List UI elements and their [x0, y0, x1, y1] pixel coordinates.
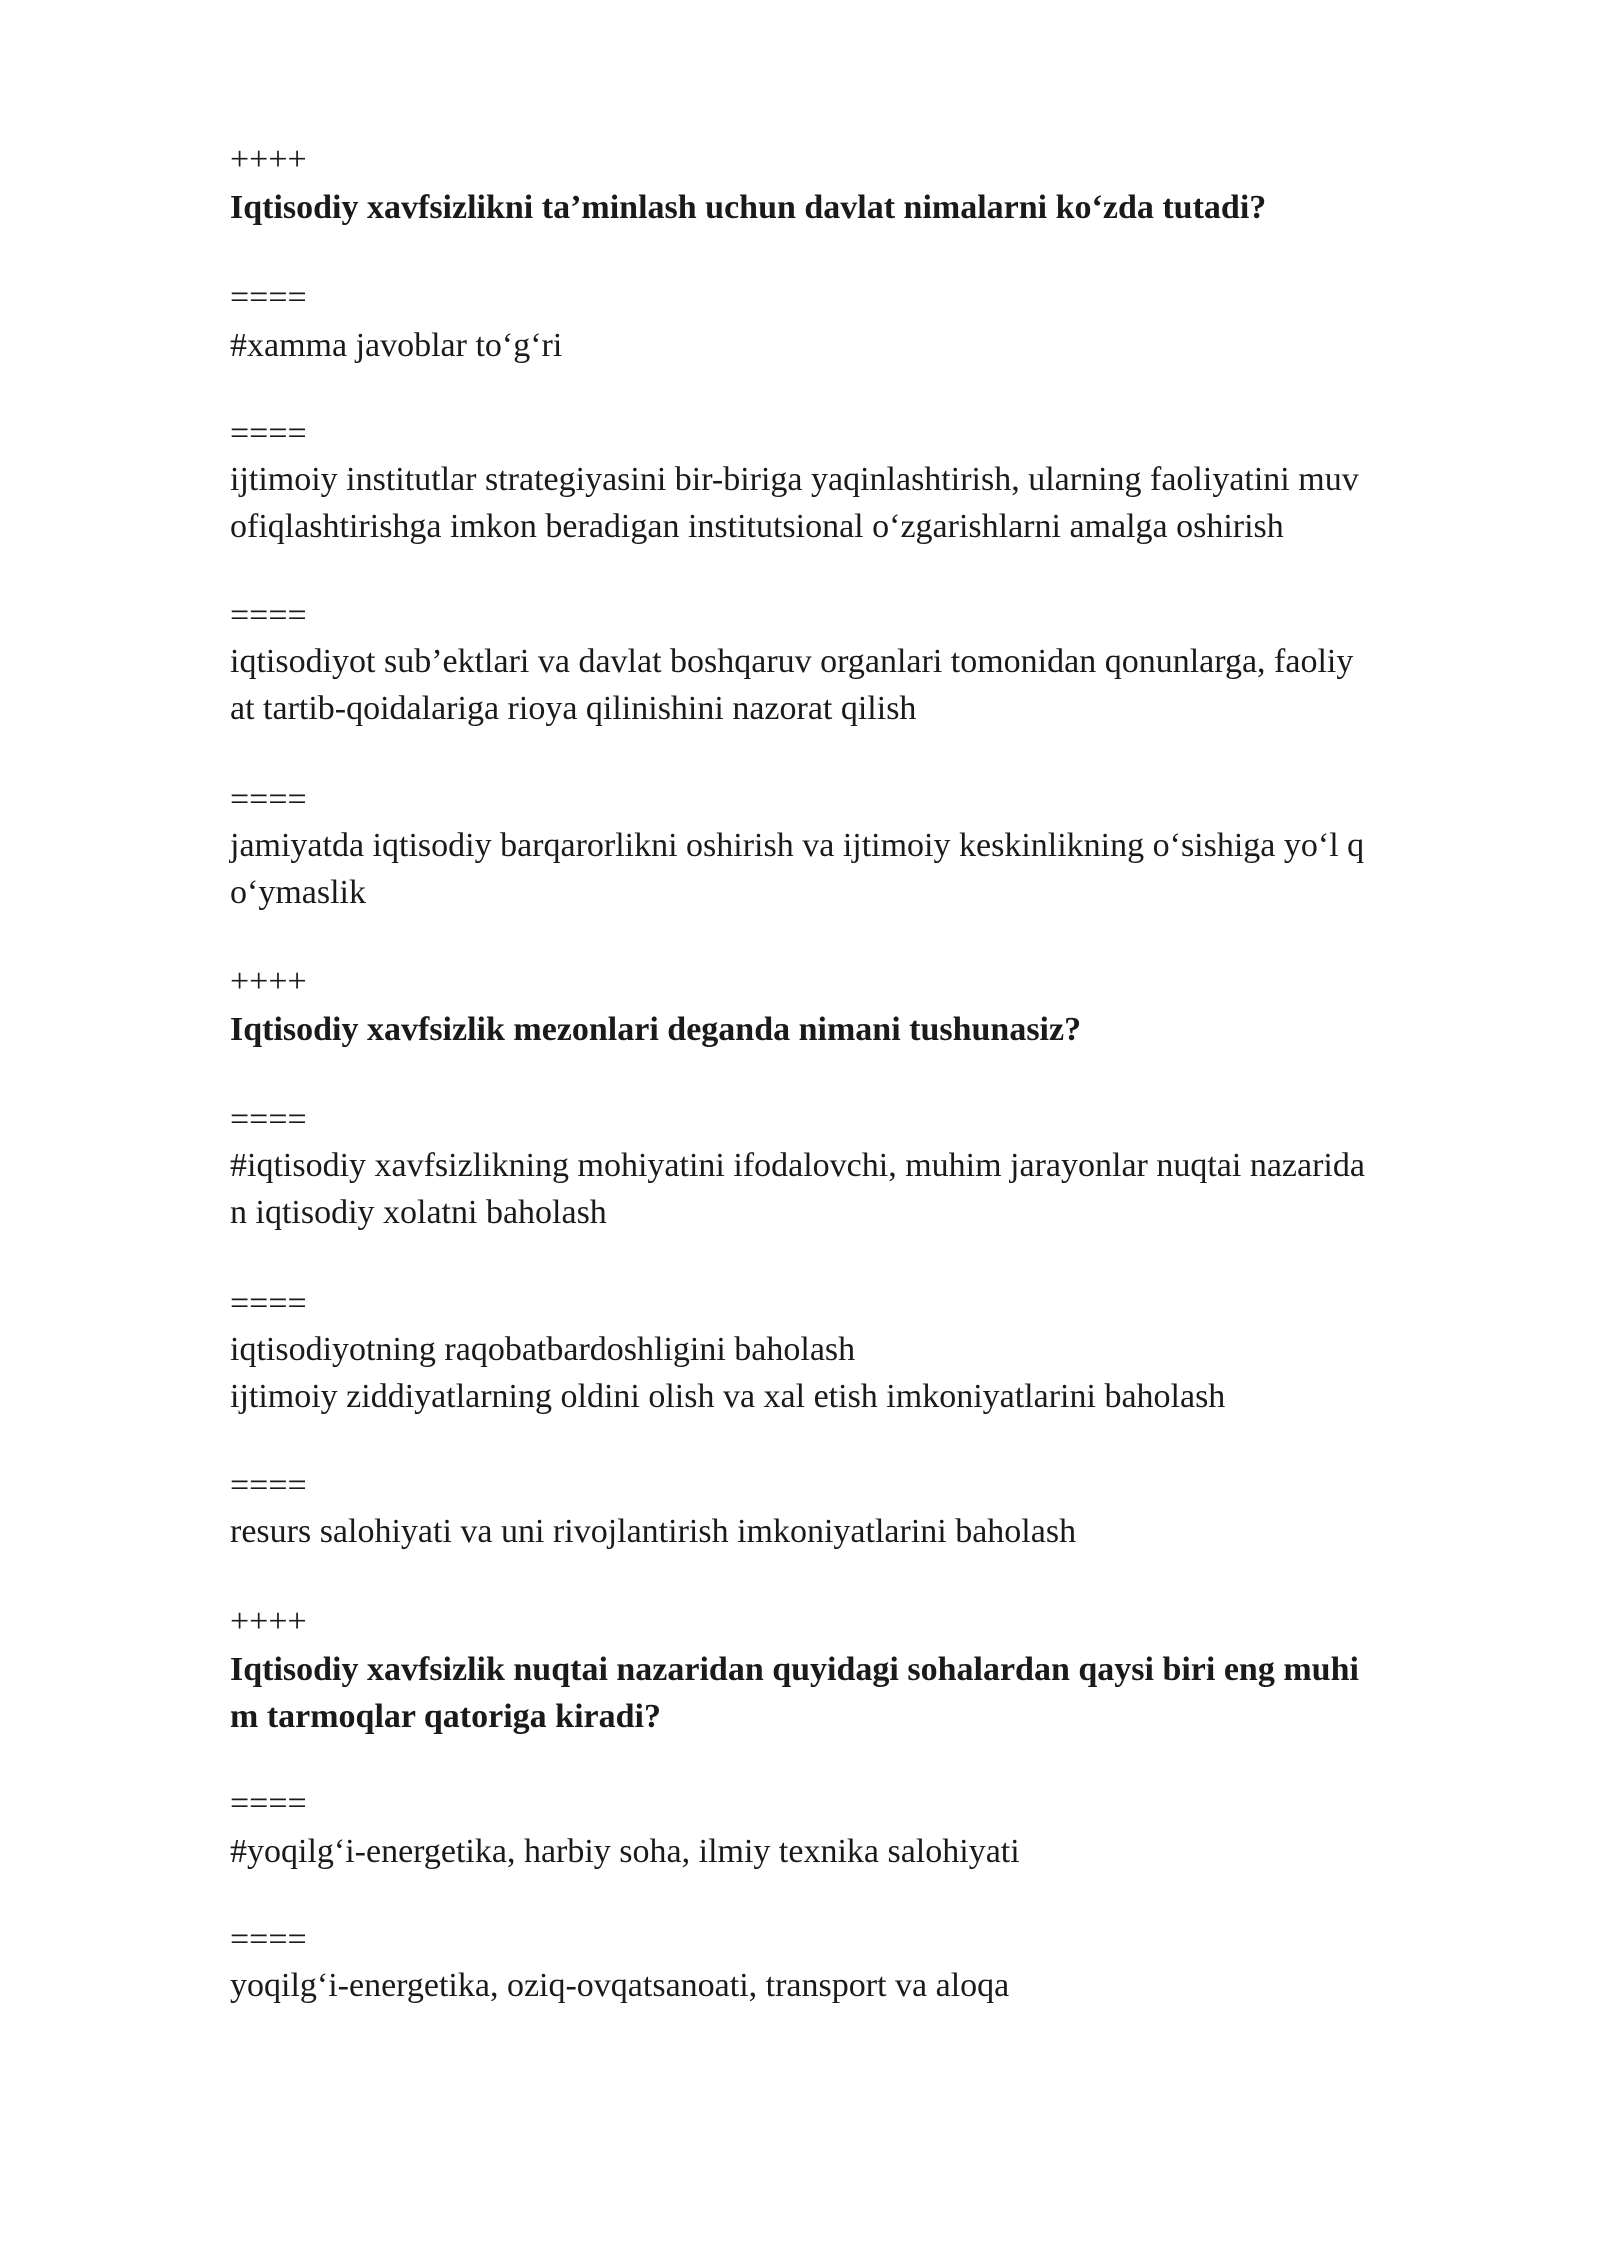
- text-line: Iqtisodiy xavfsizlikni ta’minlash uchun davlat nimalarni ko‘zda tutadi?: [230, 189, 1267, 226]
- answer-separator: [230, 1462, 1520, 1509]
- text-line: ofiqlashtirishga imkon beradigan institutsional o‘zgarishlarni amalga oshirish: [230, 508, 1284, 545]
- text-line: ====: [230, 1101, 307, 1138]
- answer-separator: [230, 410, 1520, 457]
- answer-separator: [230, 1780, 1520, 1827]
- answer-option: [230, 822, 1520, 916]
- text-line: ++++: [230, 963, 307, 1000]
- text-line: n iqtisodiy xolatni baholash: [230, 1194, 607, 1231]
- question-text: [230, 1006, 1520, 1053]
- text-line: ====: [230, 1285, 307, 1322]
- answer-option: [230, 638, 1520, 732]
- answer-separator: [230, 1096, 1520, 1143]
- text-line: ijtimoiy ziddiyatlarning oldini olish va xal etish imkoniyatlarini baholash: [230, 1378, 1226, 1415]
- answer-option: [230, 456, 1520, 550]
- text-line: iqtisodiyot sub’ektlari va davlat boshqaruv organlari tomonidan qonunlarga, faoliy: [230, 643, 1354, 680]
- text-line: ====: [230, 1921, 307, 1958]
- text-line: ====: [230, 597, 307, 634]
- text-line: o‘ymaslik: [230, 874, 366, 911]
- text-line: #yoqilg‘i-energetika, harbiy soha, ilmiy texnika salohiyati: [230, 1833, 1020, 1870]
- text-line: #xamma javoblar to‘g‘ri: [230, 327, 563, 364]
- text-line: ====: [230, 415, 307, 452]
- text-line: jamiyatda iqtisodiy barqarorlikni oshirish va ijtimoiy keskinlikning o‘sishiga yo‘l q: [230, 827, 1365, 864]
- text-line: yoqilg‘i-energetika, oziq-ovqatsanoati, transport va aloqa: [230, 1967, 1010, 2004]
- question-text: [230, 1646, 1520, 1740]
- text-line: ====: [230, 781, 307, 818]
- answer-option: [230, 322, 1520, 369]
- text-line: ====: [230, 279, 307, 316]
- text-line: resurs salohiyati va uni rivojlantirish imkoniyatlarini baholash: [230, 1513, 1077, 1550]
- answer-separator: [230, 592, 1520, 639]
- answer-option: [230, 1962, 1520, 2009]
- answer-separator: [230, 1916, 1520, 1963]
- text-line: ====: [230, 1785, 307, 1822]
- answer-option: [230, 1326, 1520, 1420]
- question-separator: [230, 958, 1520, 1005]
- answer-option: [230, 1508, 1520, 1555]
- question-text: [230, 184, 1520, 231]
- question-separator: [230, 1598, 1520, 1645]
- answer-option: [230, 1142, 1520, 1236]
- answer-separator: [230, 274, 1520, 321]
- text-line: ++++: [230, 1603, 307, 1640]
- question-separator: [230, 136, 1520, 183]
- text-line: #iqtisodiy xavfsizlikning mohiyatini ifodalovchi, muhim jarayonlar nuqtai nazarida: [230, 1147, 1365, 1184]
- text-line: Iqtisodiy xavfsizlik mezonlari deganda nimani tushunasiz?: [230, 1011, 1082, 1048]
- text-line: at tartib-qoidalariga rioya qilinishini nazorat qilish: [230, 690, 917, 727]
- text-line: ++++: [230, 141, 307, 178]
- text-line: ijtimoiy institutlar strategiyasini bir-biriga yaqinlashtirish, ularning faoliyatini muv: [230, 461, 1359, 498]
- text-line: Iqtisodiy xavfsizlik nuqtai nazaridan quyidagi sohalardan qaysi biri eng muhi: [230, 1651, 1359, 1688]
- text-line: iqtisodiyotning raqobatbardoshligini baholash: [230, 1331, 856, 1368]
- answer-separator: [230, 776, 1520, 823]
- answer-separator: [230, 1280, 1520, 1327]
- text-line: m tarmoqlar qatoriga kiradi?: [230, 1698, 661, 1735]
- text-line: ====: [230, 1467, 307, 1504]
- answer-option: [230, 1828, 1520, 1875]
